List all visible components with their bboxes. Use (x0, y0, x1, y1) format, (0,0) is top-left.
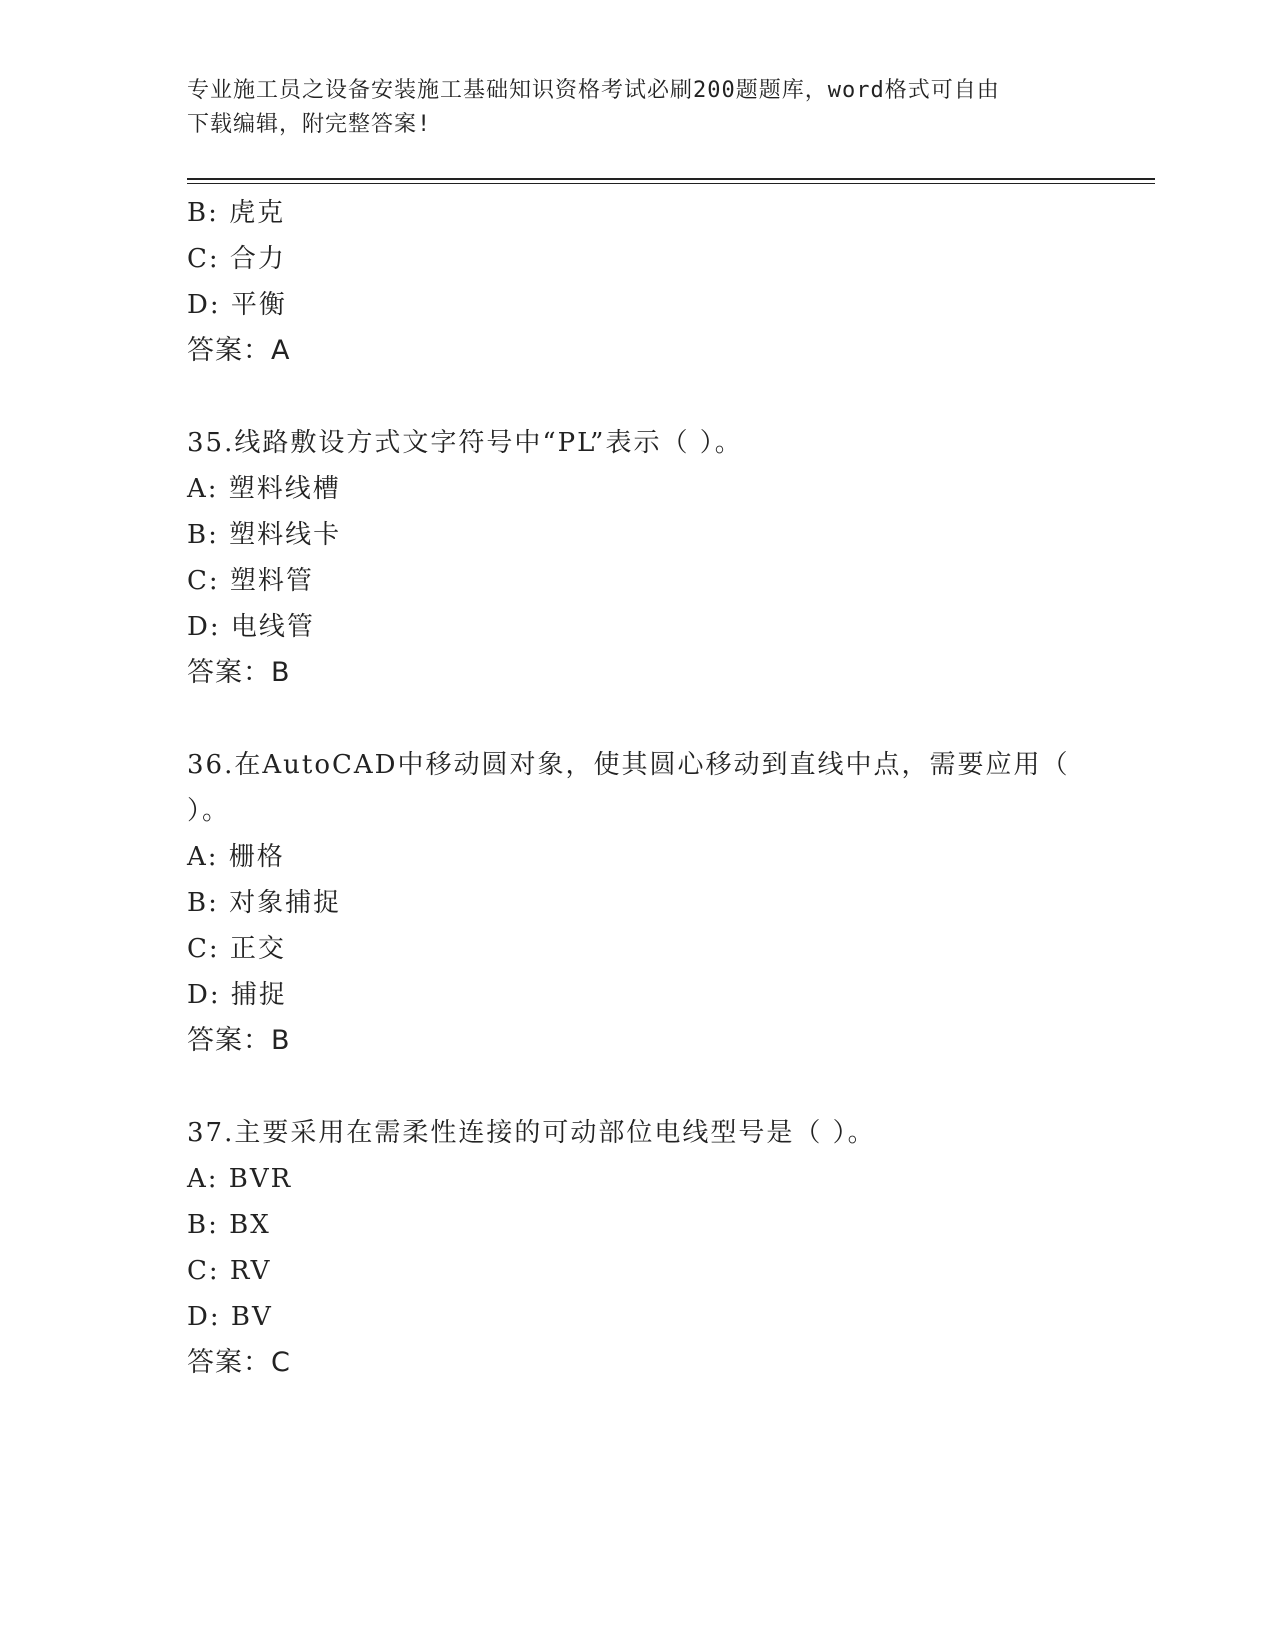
question-36 (187, 742, 1087, 1064)
header-line-2: 下载编辑，附完整答案! (187, 112, 432, 137)
option-a: A: BVR (187, 1164, 293, 1194)
option-b: B: BX (187, 1210, 271, 1240)
question-35 (187, 420, 1087, 696)
question-text: 35.线路敷设方式文字符号中“PL”表示（ ）。 (187, 428, 743, 458)
option-d: D: 平衡 (187, 290, 287, 320)
option-b: B: 对象捕捉 (187, 888, 342, 918)
answer: 答案：C (187, 1347, 291, 1378)
option-a: A: 栅格 (187, 842, 285, 872)
document-header (187, 74, 1067, 142)
spacer (187, 374, 1087, 420)
question-text-line-1: 36.在AutoCAD中移动圆对象，使其圆心移动到直线中点，需要应用（ (187, 750, 1070, 780)
header-divider-thick (187, 178, 1155, 180)
option-d: D: 电线管 (187, 612, 315, 642)
answer: 答案：A (187, 335, 291, 366)
option-d: D: BV (187, 1302, 273, 1332)
option-c: C: 塑料管 (187, 566, 314, 596)
option-d: D: 捕捉 (187, 980, 287, 1010)
question-37 (187, 1110, 1087, 1386)
question-text: 37.主要采用在需柔性连接的可动部位电线型号是（ ）。 (187, 1118, 876, 1148)
header-divider-thin (187, 183, 1155, 184)
question-list (187, 190, 1087, 1386)
question-34-continued (187, 190, 1087, 374)
header-line-1: 专业施工员之设备安装施工基础知识资格考试必刷200题题库，word格式可自由 (187, 78, 1000, 103)
question-text-line-2: ）。 (187, 796, 231, 826)
answer: 答案：B (187, 1025, 291, 1056)
option-c: C: 正交 (187, 934, 286, 964)
option-b: B: 塑料线卡 (187, 520, 342, 550)
option-a: A: 塑料线槽 (187, 474, 341, 504)
answer: 答案：B (187, 657, 291, 688)
option-c: C: 合力 (187, 244, 286, 274)
spacer (187, 696, 1087, 742)
spacer (187, 1064, 1087, 1110)
option-b: B: 虎克 (187, 198, 286, 228)
option-c: C: RV (187, 1256, 272, 1286)
